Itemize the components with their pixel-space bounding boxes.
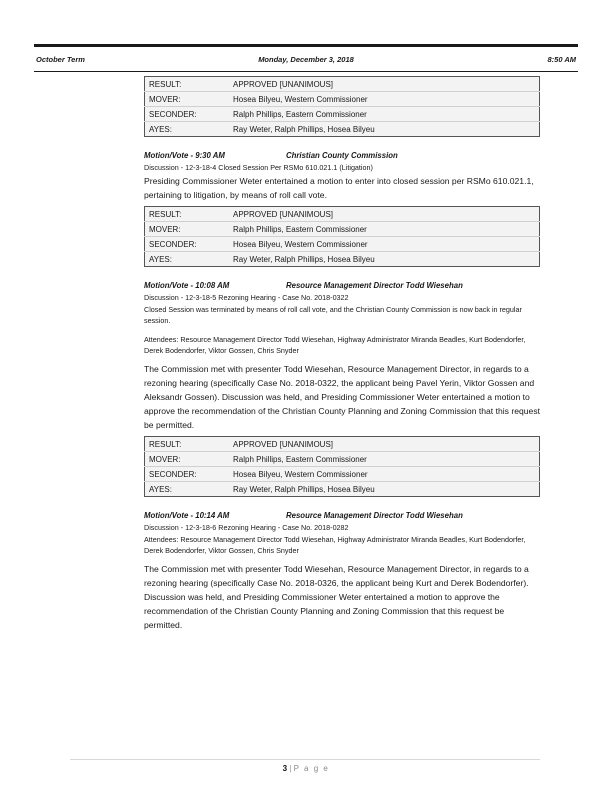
vote-label: MOVER: <box>145 92 230 107</box>
vote-table <box>144 436 540 497</box>
header-term: October Term <box>36 55 85 64</box>
motion-time: Motion/Vote - 10:08 AM <box>144 281 230 290</box>
vote-row-result <box>145 437 540 452</box>
discussion-line: Discussion - 12-3-18-6 Rezoning Hearing - Case No. 2018-0282 <box>144 523 349 532</box>
motion-heading <box>144 151 542 160</box>
vote-value: Hosea Bilyeu, Western Commissioner <box>229 467 540 482</box>
page-header <box>34 44 578 72</box>
vote-label: AYES: <box>145 122 230 137</box>
vote-row-mover <box>145 222 540 237</box>
vote-value: Ray Weter, Ralph Phillips, Hosea Bilyeu <box>229 252 540 267</box>
attendees-line: Attendees: Resource Management Director Todd Wiesehan, Highway Administrator Miranda Beadles, Kurt Bodendorfer, Derek Bodendorfer, Viktor Gossen, Chris Snyder <box>144 335 526 355</box>
page-number: 3 <box>282 764 288 773</box>
motion-presenter: Resource Management Director Todd Wiesehan <box>286 511 463 520</box>
vote-row-mover <box>145 92 540 107</box>
motion-presenter: Resource Management Director Todd Wiesehan <box>286 281 463 290</box>
vote-label: SECONDER: <box>145 467 230 482</box>
minutes-content <box>144 76 542 632</box>
vote-value: Ralph Phillips, Eastern Commissioner <box>229 107 540 122</box>
discussion-line: Discussion - 12-3-18-4 Closed Session Per RSMo 610.021.1 (Litigation) <box>144 163 373 172</box>
vote-label: AYES: <box>145 252 230 267</box>
vote-label: MOVER: <box>145 452 230 467</box>
attendees-line: Attendees: Resource Management Director Todd Wiesehan, Highway Administrator Miranda Beadles, Kurt Bodendorfer, Derek Bodendorfer, Viktor Gossen, Chris Snyder <box>144 535 526 555</box>
vote-value: Ralph Phillips, Eastern Commissioner <box>229 452 540 467</box>
vote-label: MOVER: <box>145 222 230 237</box>
vote-label: RESULT: <box>149 209 182 219</box>
vote-value: Hosea Bilyeu, Western Commissioner <box>229 92 540 107</box>
vote-row-result <box>145 77 540 92</box>
vote-label: SECONDER: <box>145 237 230 252</box>
vote-row-seconder <box>145 237 540 252</box>
vote-row-mover <box>145 452 540 467</box>
motion-paragraph: Presiding Commissioner Weter entertained a motion to enter into closed session per RSMo 610.021.1, pertaining to litigation, by means of roll call vote. <box>144 176 534 200</box>
vote-value: APPROVED [UNANIMOUS] <box>233 209 334 219</box>
motion-paragraph: The Commission met with presenter Todd Wiesehan, Resource Management Director, in regards to a rezoning hearing (specifically Case No. 2018-0322, the applicant being Pavel Yerin, Viktor Gossen and Aleksandr Gossen). Discussion was held, and Presiding Commissioner Weter entertained a motion to approve the recommendation of the Christian County Planning and Zoning Commission that this request be permitted. <box>144 364 541 430</box>
motion-presenter: Christian County Commission <box>286 151 398 160</box>
vote-value: Ray Weter, Ralph Phillips, Hosea Bilyeu <box>229 482 540 497</box>
vote-row-seconder <box>145 107 540 122</box>
vote-label: SECONDER: <box>145 107 230 122</box>
vote-table <box>144 206 540 267</box>
vote-label: RESULT: <box>149 79 182 89</box>
vote-label: AYES: <box>145 482 230 497</box>
vote-row-result <box>145 207 540 222</box>
vote-value: APPROVED [UNANIMOUS] <box>233 439 334 449</box>
vote-row-ayes <box>145 482 540 497</box>
vote-value: Hosea Bilyeu, Western Commissioner <box>229 237 540 252</box>
vote-value: Ray Weter, Ralph Phillips, Hosea Bilyeu <box>229 122 540 137</box>
vote-row-seconder <box>145 467 540 482</box>
motion-paragraph: The Commission met with presenter Todd Wiesehan, Resource Management Director, in regards to a rezoning hearing (specifically Case No. 2018-0326, the applicant being Kurt and Derek Bodendorfer). Discussion was held, and Presiding Commissioner Weter entertained a motion to approve the recommendation of the Christian County Planning and Zoning Commission that this request be permitted. <box>144 564 529 630</box>
vote-table <box>144 76 540 137</box>
page-word: P a g e <box>293 764 330 773</box>
motion-heading <box>144 511 542 520</box>
discussion-line: Discussion - 12-3-18-5 Rezoning Hearing - Case No. 2018-0322 <box>144 293 349 302</box>
motion-time: Motion/Vote - 9:30 AM <box>144 151 225 160</box>
header-date: Monday, December 3, 2018 <box>258 55 354 64</box>
motion-time: Motion/Vote - 10:14 AM <box>144 511 230 520</box>
session-note: Closed Session was terminated by means of roll call vote, and the Christian County Commission is now back in regular session. <box>144 305 522 325</box>
vote-value: APPROVED [UNANIMOUS] <box>233 79 334 89</box>
footer-divider <box>70 759 540 760</box>
vote-row-ayes <box>145 122 540 137</box>
header-time: 8:50 AM <box>547 55 576 64</box>
motion-heading <box>144 281 542 290</box>
footer-separator: | <box>289 764 292 773</box>
page-footer <box>0 764 612 773</box>
vote-value: Ralph Phillips, Eastern Commissioner <box>229 222 540 237</box>
vote-row-ayes <box>145 252 540 267</box>
vote-label: RESULT: <box>149 439 182 449</box>
